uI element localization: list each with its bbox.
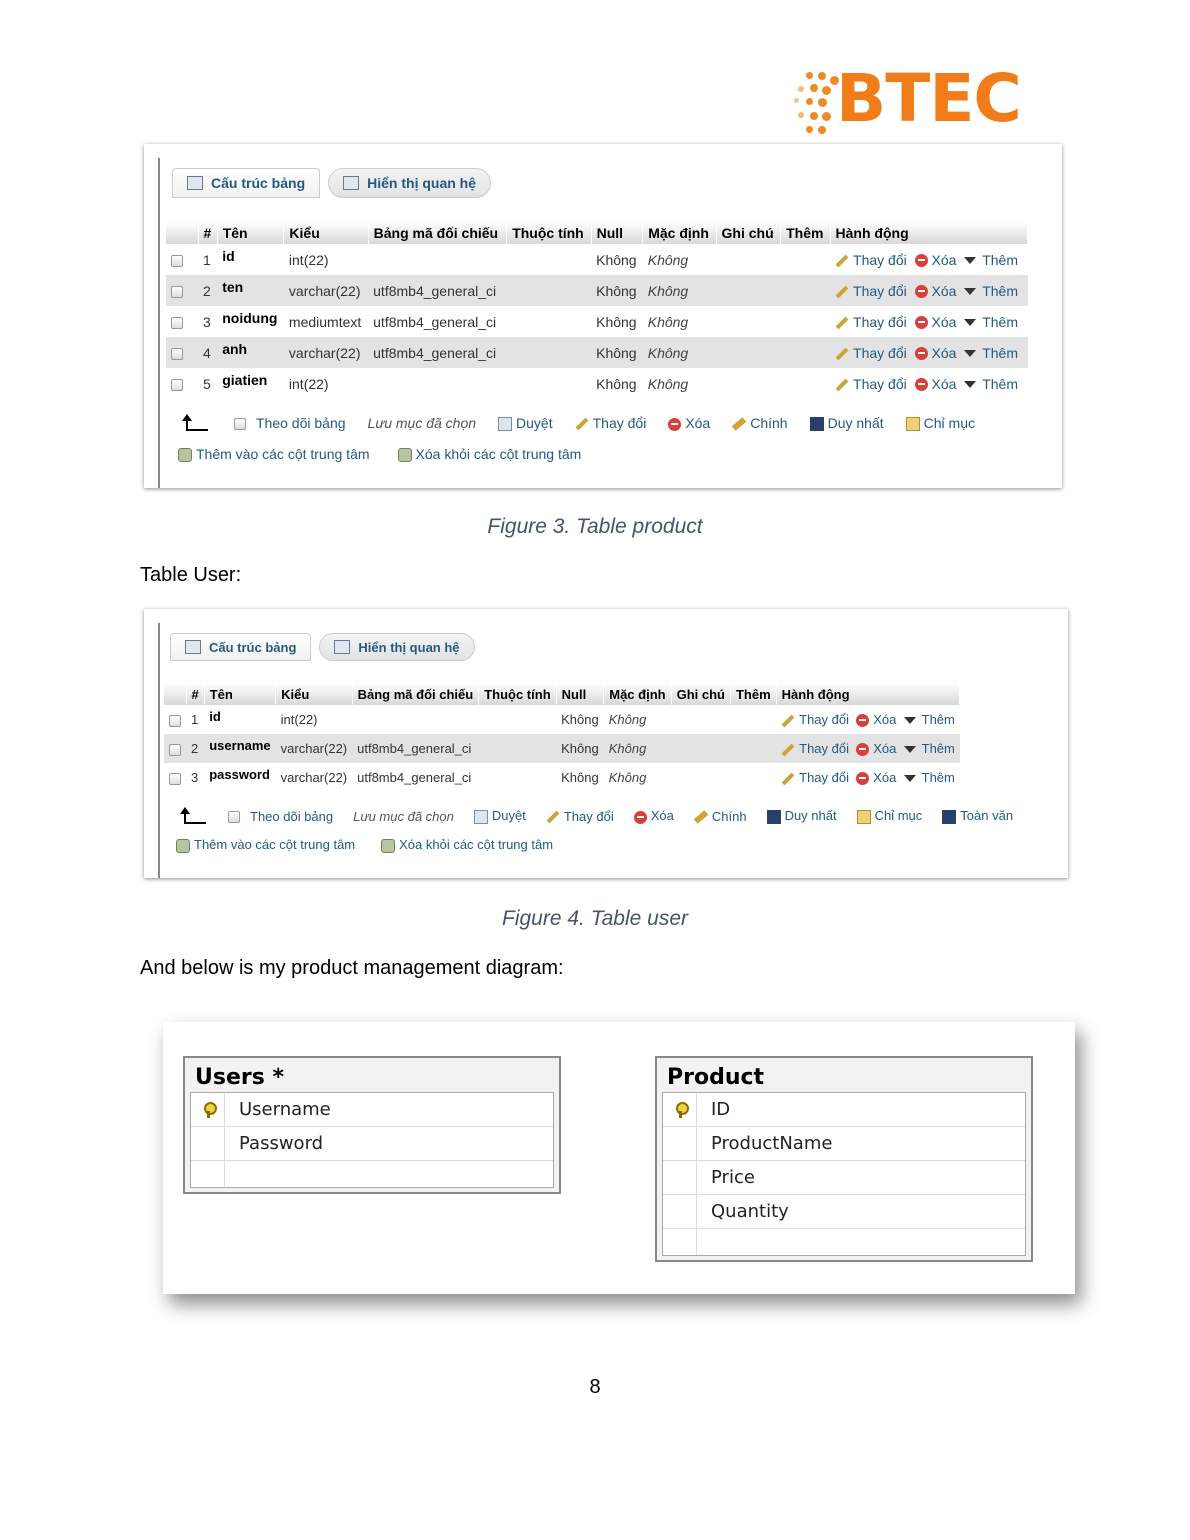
delete-icon [856, 743, 869, 756]
change-button[interactable]: Thay đổi [546, 809, 614, 824]
fulltext-icon [942, 810, 956, 824]
browse-icon [498, 417, 512, 431]
tab-relation-view[interactable]: Hiển thị quan hệ [319, 633, 474, 661]
delete-icon [915, 316, 928, 329]
col-null[interactable]: Null [556, 683, 604, 705]
field-name: ten [217, 275, 284, 306]
drop-button[interactable]: Xóa [634, 808, 674, 823]
table-row: 2 username varchar(22) utf8mb4_general_ci Không Không Thay đổi Xóa Thêm [164, 734, 960, 763]
field-name: giatien [222, 372, 268, 388]
caret-down-icon [904, 775, 916, 782]
caret-down-icon [964, 319, 976, 326]
browse-button[interactable]: Duyệt [474, 808, 526, 824]
relation-icon [334, 640, 350, 654]
primary-key-icon [203, 1102, 213, 1118]
more-button[interactable]: Thêm [964, 314, 1018, 330]
pencil-icon [836, 316, 849, 329]
logo-text: BTEC [836, 60, 1021, 137]
table-row: 1 id int(22) Không Không Thay đổi Xóa Thêm [166, 244, 1028, 275]
figure3-caption: Figure 3. Table product [487, 515, 703, 538]
row-checkbox[interactable] [171, 379, 183, 391]
delete-icon [915, 347, 928, 360]
tab-relation-view[interactable]: Hiển thị quan hệ [328, 168, 491, 198]
tab-structure[interactable]: Cấu trúc bảng [170, 633, 311, 661]
row-checkbox[interactable] [171, 255, 183, 267]
table-user-label: Table User: [140, 564, 242, 586]
col-action[interactable]: Hành động [830, 222, 1027, 244]
change-button[interactable]: Thay đổi [781, 770, 849, 785]
entity-title: Users * [195, 1065, 284, 1090]
field-name: anh [217, 337, 284, 368]
col-type[interactable]: Kiểu [284, 222, 368, 244]
drop-button[interactable]: Xóa [856, 770, 896, 785]
more-button[interactable]: Thêm [964, 252, 1018, 268]
browse-button[interactable]: Duyệt [498, 415, 553, 431]
central-columns-row [178, 446, 581, 462]
delete-icon [856, 772, 869, 785]
col-number[interactable]: # [198, 222, 217, 244]
more-button[interactable]: Thêm [904, 741, 955, 756]
drop-button[interactable]: Xóa [668, 415, 710, 431]
with-selected-label: Lưu mục đã chọn [367, 415, 477, 431]
drop-button[interactable]: Xóa [915, 252, 957, 268]
entity-field: Password [191, 1127, 553, 1161]
col-default[interactable]: Mặc định [604, 683, 671, 705]
row-checkbox[interactable] [169, 773, 181, 785]
table-header-row [164, 683, 960, 705]
checkbox[interactable] [234, 418, 246, 430]
pencil-icon [782, 772, 795, 785]
product-entity [655, 1056, 1033, 1262]
drop-button[interactable]: Xóa [915, 314, 957, 330]
col-comments[interactable]: Ghi chú [671, 683, 730, 705]
col-name[interactable]: Tên [217, 222, 284, 244]
drop-button[interactable]: Xóa [915, 283, 957, 299]
arrow-up-icon [178, 414, 208, 432]
index-icon [906, 417, 920, 431]
col-default[interactable]: Mặc định [643, 222, 716, 244]
database-add-icon [178, 448, 192, 462]
btec-logo [792, 60, 1032, 146]
caret-down-icon [904, 717, 916, 724]
col-null[interactable]: Null [591, 222, 643, 244]
drop-button[interactable]: Xóa [856, 741, 896, 756]
change-button[interactable]: Thay đổi [835, 283, 907, 299]
change-button[interactable]: Thay đổi [781, 712, 849, 727]
structure-icon [187, 176, 203, 190]
delete-icon [856, 714, 869, 727]
add-central-columns-button[interactable]: Thêm vào các cột trung tâm [178, 446, 370, 462]
table-row: 4 anh varchar(22) utf8mb4_general_ci Không Không Thay đổi Xóa Thêm [166, 337, 1028, 368]
more-button[interactable]: Thêm [964, 283, 1018, 299]
fulltext-button[interactable]: Toàn văn [942, 808, 1013, 824]
tab-structure[interactable]: Cấu trúc bảng [172, 168, 320, 198]
change-button[interactable]: Thay đổi [835, 376, 907, 392]
unique-icon [767, 810, 781, 824]
relation-icon [343, 176, 359, 190]
drop-button[interactable]: Xóa [915, 345, 957, 361]
database-add-icon [176, 839, 190, 853]
users-entity [183, 1056, 561, 1194]
pencil-icon [575, 418, 588, 431]
col-extra[interactable]: Thêm [781, 222, 830, 244]
col-number[interactable]: # [186, 683, 204, 705]
pencil-icon [782, 714, 795, 727]
primary-key-icon [675, 1102, 685, 1118]
table-row: 3 password varchar(22) utf8mb4_general_ci Không Không Thay đổi Xóa Thêm [164, 763, 960, 792]
delete-icon [915, 254, 928, 267]
index-button[interactable]: Chỉ mục [857, 808, 923, 824]
col-collation[interactable]: Bảng mã đối chiếu [368, 222, 507, 244]
col-comments[interactable]: Ghi chú [716, 222, 781, 244]
change-button[interactable]: Thay đổi [835, 345, 907, 361]
drop-button[interactable]: Xóa [856, 712, 896, 727]
caret-down-icon [964, 257, 976, 264]
row-checkbox[interactable] [171, 348, 183, 360]
index-button[interactable]: Chỉ mục [906, 415, 975, 431]
change-button[interactable]: Thay đổi [781, 741, 849, 756]
product-structure-table [166, 222, 1028, 399]
user-structure-table [164, 683, 960, 792]
logo-dots [792, 70, 838, 134]
more-button[interactable]: Thêm [964, 376, 1018, 392]
diagram-intro: And below is my product management diagram: [140, 957, 564, 979]
bulk-actions-row [178, 414, 975, 432]
drop-button[interactable]: Xóa [915, 376, 957, 392]
table-header-row [166, 222, 1028, 244]
field-name: password [209, 767, 270, 782]
field-name: username [204, 734, 275, 763]
unique-button[interactable]: Duy nhất [767, 808, 837, 824]
track-table-option[interactable]: Theo dõi bảng [234, 415, 346, 431]
delete-icon [915, 285, 928, 298]
entity-field: Username [191, 1093, 553, 1127]
entity-field: Quantity [663, 1195, 1025, 1229]
col-name[interactable]: Tên [204, 683, 275, 705]
bulk-actions-row [176, 807, 1013, 825]
caret-down-icon [964, 288, 976, 295]
field-name: noidung [222, 310, 278, 326]
more-button[interactable]: Thêm [904, 712, 955, 727]
entity-field: ProductName [663, 1127, 1025, 1161]
unique-button[interactable]: Duy nhất [810, 415, 884, 431]
add-central-columns-button[interactable]: Thêm vào các cột trung tâm [176, 837, 355, 853]
database-remove-icon [398, 448, 412, 462]
structure-icon [185, 640, 201, 654]
table-row: 3 noidung mediumtext utf8mb4_general_ci Không Không Thay đổi Xóa Thêm [166, 306, 1028, 337]
remove-central-columns-button[interactable]: Xóa khỏi các cột trung tâm [381, 837, 553, 853]
key-icon [732, 417, 747, 431]
table-row: 1 id int(22) Không Không Thay đổi Xóa Thêm [164, 705, 960, 734]
table-row: 2 ten varchar(22) utf8mb4_general_ci Không Không Thay đổi Xóa Thêm [166, 275, 1028, 306]
entity-field: Price [663, 1161, 1025, 1195]
more-button[interactable]: Thêm [964, 345, 1018, 361]
col-action[interactable]: Hành động [776, 683, 960, 705]
delete-icon [634, 811, 647, 824]
pencil-icon [836, 285, 849, 298]
remove-central-columns-button[interactable]: Xóa khỏi các cột trung tâm [398, 446, 582, 462]
index-icon [857, 810, 871, 824]
row-checkbox[interactable] [171, 317, 183, 329]
caret-down-icon [904, 746, 916, 753]
product-management-diagram [163, 1022, 1075, 1294]
change-button[interactable]: Thay đổi [575, 415, 647, 431]
with-selected-label: Lưu mục đã chọn [353, 808, 454, 824]
unique-icon [810, 417, 824, 431]
browse-icon [474, 810, 488, 824]
row-checkbox[interactable] [171, 286, 183, 298]
col-attributes[interactable]: Thuộc tính [507, 222, 591, 244]
pencil-icon [836, 378, 849, 391]
primary-button[interactable]: Chính [732, 415, 787, 431]
delete-icon [915, 378, 928, 391]
field-name: id [222, 248, 235, 264]
col-attributes[interactable]: Thuộc tính [479, 683, 556, 705]
entity-field: ID [663, 1093, 1025, 1127]
col-collation[interactable]: Bảng mã đối chiếu [352, 683, 479, 705]
caret-down-icon [964, 350, 976, 357]
row-checkbox[interactable] [169, 744, 181, 756]
pencil-icon [836, 254, 849, 267]
central-columns-row [176, 837, 553, 853]
change-button[interactable]: Thay đổi [835, 314, 907, 330]
table-row: 5 giatien int(22) Không Không Thay đổi Xóa Thêm [166, 368, 1028, 399]
figure4-caption: Figure 4. Table user [502, 907, 688, 930]
row-checkbox[interactable] [169, 715, 181, 727]
key-icon [694, 810, 709, 824]
checkbox[interactable] [228, 811, 240, 823]
col-type[interactable]: Kiểu [276, 683, 352, 705]
entity-title: Product [667, 1065, 765, 1090]
delete-icon [668, 418, 681, 431]
field-name: id [209, 709, 221, 724]
track-table-option[interactable]: Theo dõi bảng [228, 809, 333, 824]
more-button[interactable]: Thêm [904, 770, 955, 785]
database-remove-icon [381, 839, 395, 853]
pencil-icon [836, 347, 849, 360]
arrow-up-icon [176, 807, 206, 825]
change-button[interactable]: Thay đổi [835, 252, 907, 268]
caret-down-icon [964, 381, 976, 388]
figure3-screenshot [144, 144, 1062, 488]
page-number: 8 [589, 1376, 601, 1398]
primary-button[interactable]: Chính [694, 809, 747, 824]
figure4-screenshot [144, 609, 1068, 878]
col-extra[interactable]: Thêm [730, 683, 776, 705]
pencil-icon [546, 811, 559, 824]
pencil-icon [782, 743, 795, 756]
